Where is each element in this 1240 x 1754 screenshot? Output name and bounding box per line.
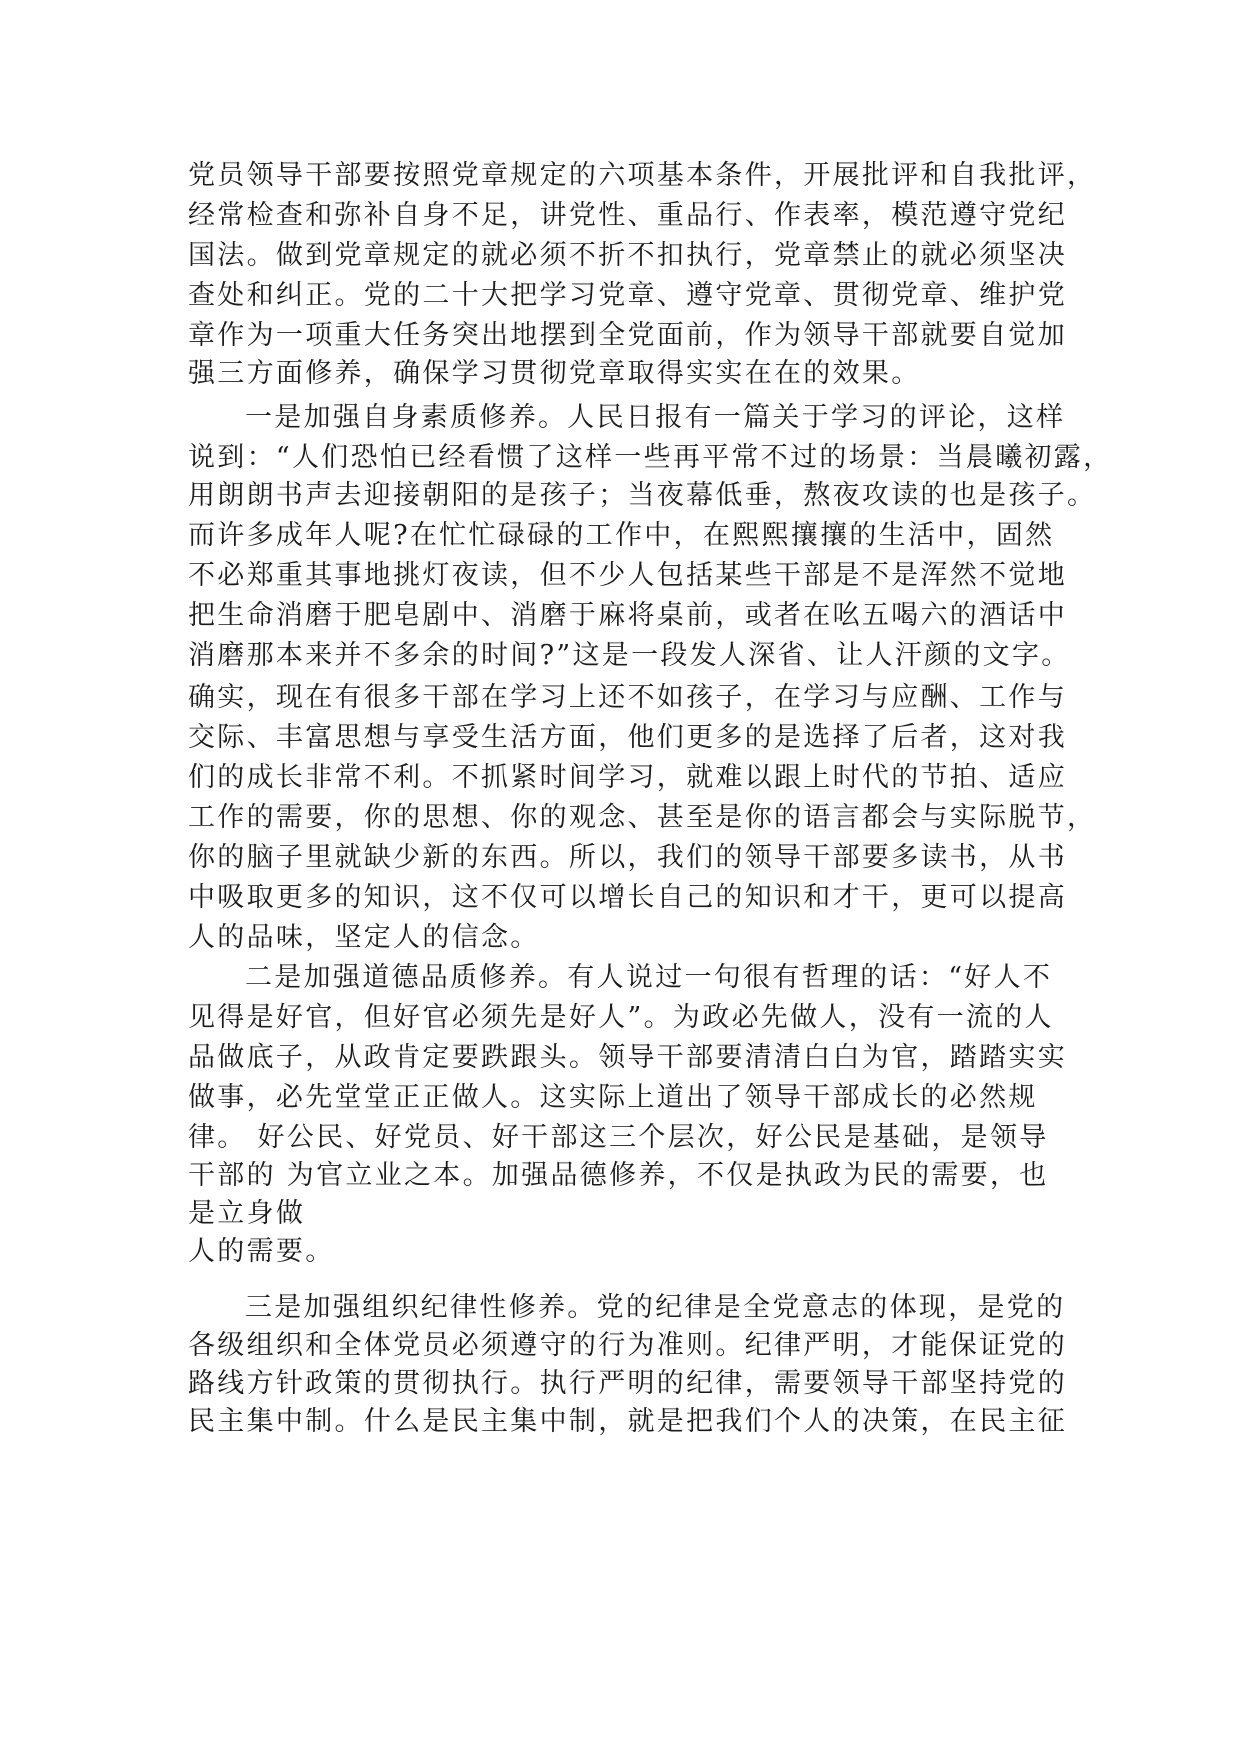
body-text-line: 而许多成年人呢?在忙忙碌碌的工作中，在熙熙攘攘的生活中，固然 xyxy=(188,520,1055,551)
body-text-line: 不必郑重其事地挑灯夜读，但不少人包括某些干部是不是浑然不觉地 xyxy=(188,560,1067,591)
body-text-line: 强三方面修养，确保学习贯彻党章取得实实在在的效果。 xyxy=(188,358,921,389)
body-text-line: 党员领导干部要按照党章规定的六项基本条件，开展批评和自我批评， xyxy=(188,160,1097,191)
body-text-line: 人的品味，坚定人的信念。 xyxy=(188,922,540,953)
body-text-line: 品做底子，从政肯定要跌跟头。领导干部要清清白白为官，踏踏实实 xyxy=(188,1042,1067,1073)
body-text-line: 中吸取更多的知识，这不仅可以增长自己的知识和才干，更可以提高 xyxy=(188,882,1067,913)
paragraph-first-line: 一是加强自身素质修养。人民日报有一篇关于学习的评论，这样 xyxy=(245,402,1066,433)
body-text-line: 人的需要。 xyxy=(188,1236,335,1267)
body-text-line: 说到：“人们恐怕已经看惯了这样一些再平常不过的场景：当晨曦初露， xyxy=(188,442,1113,473)
body-text-line: 查处和纠正。党的二十大把学习党章、遵守党章、贯彻党章、维护党 xyxy=(188,280,1067,311)
body-text-line: 见得是好官，但好官必须先是好人”。为政必先做人，没有一流的人 xyxy=(188,1002,1054,1033)
body-text-line: 民主集中制。什么是民主集中制，就是把我们个人的决策，在民主征 xyxy=(188,1406,1067,1437)
body-text-line: 经常检查和弥补自身不足，讲党性、重品行、作表率，模范遵守党纪 xyxy=(188,200,1067,231)
body-text-line: 路线方针政策的贯彻执行。执行严明的纪律，需要领导干部坚持党的 xyxy=(188,1368,1067,1399)
body-text-line: 是立身做 xyxy=(188,1198,306,1229)
body-text-line: 交际、丰富思想与享受生活方面，他们更多的是选择了后者，这对我 xyxy=(188,722,1067,753)
paragraph-first-line: 二是加强道德品质修养。有人说过一句很有哲理的话：“好人不 xyxy=(245,962,1053,993)
body-text-line: 确实，现在有很多干部在学习上还不如孩子，在学习与应酬、工作与 xyxy=(188,682,1067,713)
body-text-line: 干部的 为官立业之本。加强品德修养，不仅是执政为民的需要，也 xyxy=(188,1160,1049,1191)
body-text-line: 做事，必先堂堂正正做人。这实际上道出了领导干部成长的必然规 xyxy=(188,1082,1038,1113)
body-text-line: 工作的需要，你的思想、你的观念、甚至是你的语言都会与实际脱节， xyxy=(188,802,1097,833)
body-text-line: 消磨那本来并不多余的时间?”这是一段发人深省、让人汗颜的文字。 xyxy=(188,640,1071,671)
body-text-line: 律。 好公民、好党员、好干部这三个层次，好公民是基础，是领导 xyxy=(188,1122,1049,1153)
body-text-line: 用朗朗书声去迎接朝阳的是孩子；当夜幕低垂，熬夜攻读的也是孩子。 xyxy=(188,480,1097,511)
body-text-line: 们的成长非常不利。不抓紧时间学习，就难以跟上时代的节拍、适应 xyxy=(188,762,1067,793)
body-text-line: 章作为一项重大任务突出地摆到全党面前，作为领导干部就要自觉加 xyxy=(188,320,1067,351)
body-text-line: 你的脑子里就缺少新的东西。所以，我们的领导干部要多读书，从书 xyxy=(188,842,1067,873)
body-text-line: 国法。做到党章规定的就必须不折不扣执行，党章禁止的就必须坚决 xyxy=(188,240,1067,271)
body-text-line: 各级组织和全体党员必须遵守的行为准则。纪律严明，才能保证党的 xyxy=(188,1330,1067,1361)
body-text-line: 把生命消磨于肥皂剧中、消磨于麻将桌前，或者在吆五喝六的酒话中 xyxy=(188,600,1067,631)
paragraph-first-line: 三是加强组织纪律性修养。党的纪律是全党意志的体现，是党的 xyxy=(245,1292,1066,1323)
